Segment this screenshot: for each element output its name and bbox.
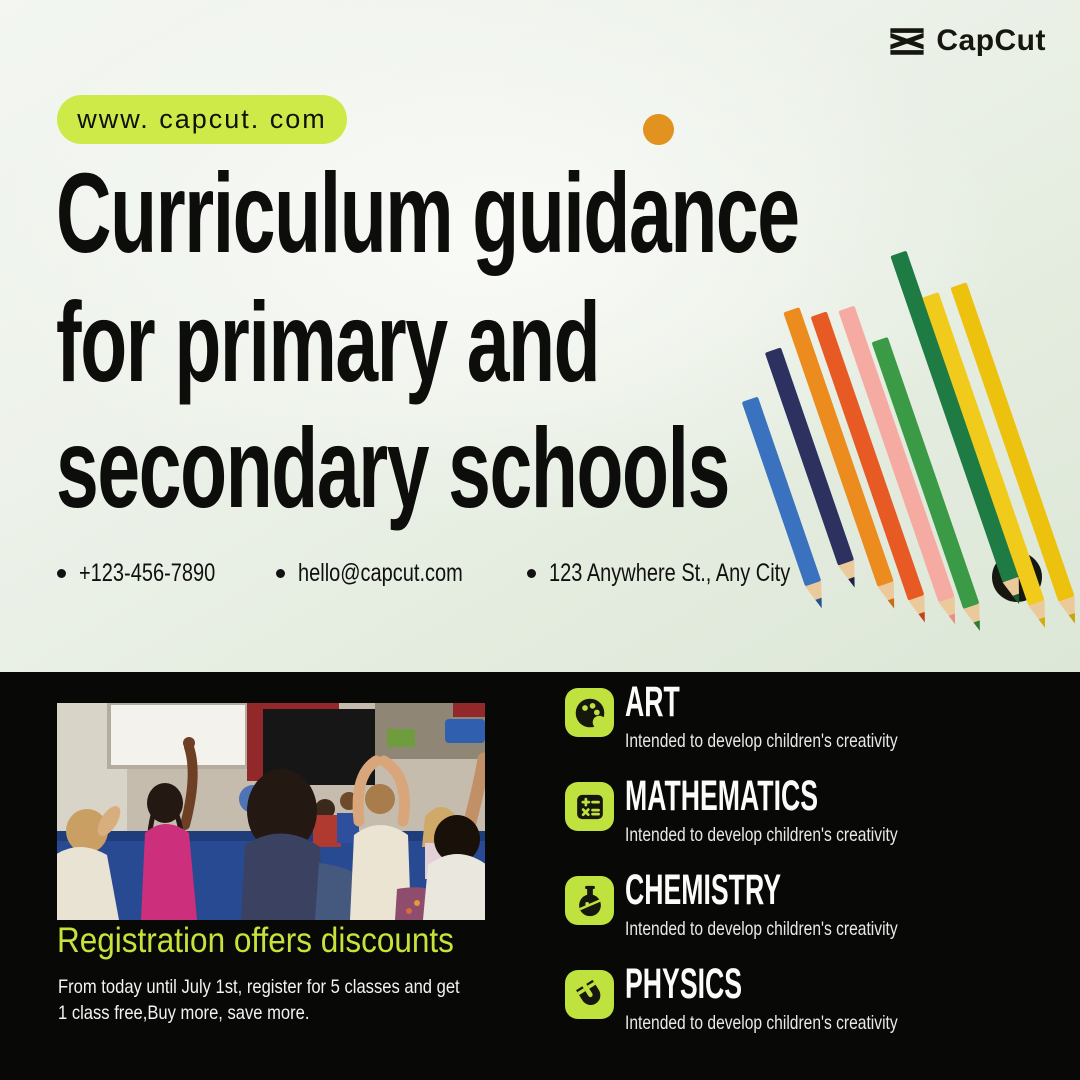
calculator-icon — [570, 787, 610, 827]
offer-body-line-1: From today until July 1st, register for 5 classes and get — [58, 976, 460, 998]
website-badge — [57, 95, 347, 144]
offer-title: Registration offers discounts — [57, 921, 454, 960]
chemistry-icon-badge — [565, 876, 614, 925]
headline-line-3: secondary schools — [56, 405, 729, 531]
art-icon-badge — [565, 688, 614, 737]
footer-section — [0, 672, 1080, 1080]
subject-item-mathematics — [565, 772, 1045, 874]
capcut-logo-icon — [888, 26, 926, 57]
subject-item-art — [565, 678, 1045, 780]
subject-description: Intended to develop children's creativity — [625, 918, 898, 940]
orange-dot-decoration — [643, 114, 674, 145]
offer-body-line-2: 1 class free,Buy more, save more. — [58, 1002, 310, 1024]
offer-body — [58, 974, 531, 1026]
contact-email: hello@capcut.com — [276, 561, 504, 586]
bullet-icon — [57, 569, 66, 578]
subject-title: ART — [625, 678, 680, 726]
website-badge-label: www. capcut. com — [77, 104, 327, 134]
brand-lockup — [888, 24, 1046, 58]
subject-description: Intended to develop children's creativity — [625, 824, 898, 846]
classroom-photo — [57, 703, 485, 920]
headline-line-1: Curriculum guidance — [56, 150, 799, 276]
palette-icon — [570, 693, 610, 733]
subject-description: Intended to develop children's creativity — [625, 1012, 898, 1034]
bullet-icon — [276, 569, 285, 578]
physics-icon-badge — [565, 970, 614, 1019]
contact-phone: +123-456-7890 — [57, 561, 249, 586]
flask-icon — [570, 881, 610, 921]
mathematics-icon-badge — [565, 782, 614, 831]
bullet-icon — [527, 569, 536, 578]
brand-name: CapCut — [936, 24, 1046, 57]
subject-item-physics — [565, 960, 1045, 1062]
headline-line-2: for primary and — [56, 279, 600, 405]
magnet-icon — [570, 975, 610, 1015]
subject-title: MATHEMATICS — [625, 772, 819, 820]
subject-description: Intended to develop children's creativity — [625, 730, 898, 752]
contact-address: 123 Anywhere St., Any City — [527, 561, 851, 586]
subject-item-chemistry — [565, 866, 1045, 968]
subject-title: PHYSICS — [625, 960, 743, 1008]
subject-title: CHEMISTRY — [625, 866, 782, 914]
